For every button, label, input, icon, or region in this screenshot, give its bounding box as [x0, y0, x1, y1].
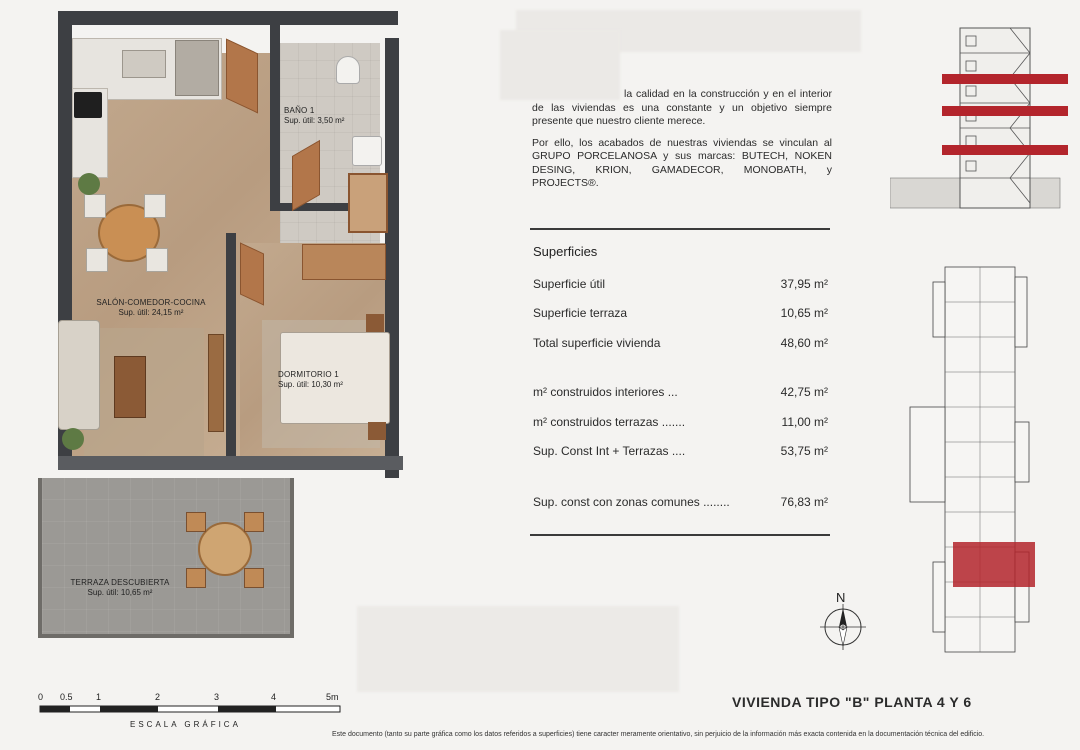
scale-title: ESCALA GRÁFICA — [130, 720, 241, 729]
surface-value: 10,65 m² — [780, 306, 828, 320]
scale-tick: 2 — [155, 692, 161, 702]
surface-label: m² construidos interiores ... — [533, 385, 678, 399]
plant-icon — [62, 428, 84, 450]
surface-value: 76,83 m² — [780, 495, 828, 509]
intro-paragraph: la calidad en la construcción y en el interior de las viviendas es una constante y un objetivo siempre presente que nuestro cliente merece. — [532, 88, 832, 127]
room-label-living — [86, 298, 216, 318]
sink-icon — [122, 50, 166, 78]
surface-label: Total superficie vivienda — [533, 336, 661, 350]
surfaces-title: Superficies — [533, 244, 598, 259]
plant-icon — [78, 173, 100, 195]
compass-north-label: N — [836, 590, 846, 605]
scale-tick: 0.5 — [60, 692, 73, 702]
graphic-scale — [38, 690, 348, 730]
disclaimer: Este documento (tanto su parte gráfica como los datos referidos a superficies) tiene caracter meramente orientativo, sin perjuicio de la información más exacta contenida en la documentación técnica del edificio. — [332, 731, 985, 738]
surface-label: m² construidos terrazas ....... — [533, 415, 686, 429]
compass-rose — [820, 604, 866, 650]
room-area: Sup. útil: 10,65 m² — [87, 588, 153, 597]
scale-tick: 4 — [271, 692, 277, 702]
surface-value: 42,75 m² — [780, 385, 828, 399]
rule-bottom — [530, 534, 830, 536]
wall-bottom — [58, 456, 403, 470]
surface-value: 11,00 m² — [781, 415, 828, 429]
floor-plan — [30, 8, 420, 658]
terrace-chair — [186, 568, 206, 588]
document-title: VIVIENDA TIPO "B" PLANTA 4 Y 6 — [732, 694, 972, 710]
scale-tick: 3 — [214, 692, 220, 702]
fridge-icon — [175, 40, 219, 96]
room-area: Sup. útil: 10,30 m² — [278, 380, 343, 389]
surface-value: 37,95 m² — [780, 277, 828, 291]
building-elevation — [890, 8, 1070, 218]
terrace-chair — [244, 512, 264, 532]
dining-chair — [146, 248, 168, 272]
toilet-icon — [336, 56, 360, 84]
surface-value: 48,60 m² — [780, 336, 828, 350]
surface-label: Superficie útil — [533, 277, 606, 291]
surface-label: Sup. Const Int + Terrazas .... — [533, 444, 686, 458]
door-bedroom — [240, 242, 264, 305]
wardrobe — [302, 244, 386, 280]
room-name: DORMITORIO 1 — [278, 370, 339, 379]
scale-tick: 0 — [38, 692, 44, 702]
room-label-terrace — [60, 578, 180, 598]
room-name: SALÓN-COMEDOR-COCINA — [96, 298, 206, 307]
nightstand — [368, 422, 386, 440]
nightstand — [366, 314, 384, 332]
rule-top — [530, 228, 830, 230]
sofa — [58, 320, 100, 430]
terrace-edge-right — [290, 478, 294, 638]
room-label-bedroom — [278, 370, 368, 390]
blurred-logo — [357, 606, 679, 692]
vanity-cabinet — [348, 173, 388, 233]
intro-text — [532, 88, 832, 199]
cooktop-icon — [74, 92, 102, 118]
dining-chair — [86, 248, 108, 272]
terrace-edge-left — [38, 478, 42, 638]
intro-paragraph: Por ello, los acabados de nuestras viviendas se vinculan al GRUPO PORCELANOSA y sus marcas: BUTECH, NOKEN DESING, KRION, GAMADECOR, MONOBATH, y PROJECTS®. — [532, 136, 832, 189]
terrace-chair — [244, 568, 264, 588]
coffee-table — [114, 356, 146, 418]
washbasin-icon — [352, 136, 382, 166]
terrace-edge-bottom — [38, 634, 294, 638]
room-name: BAÑO 1 — [284, 106, 315, 115]
wall-bath-left — [270, 11, 280, 211]
surface-label: Sup. const con zonas comunes ........ — [533, 495, 730, 509]
surface-label: Superficie terraza — [533, 306, 628, 320]
room-area: Sup. útil: 3,50 m² — [284, 116, 345, 125]
terrace-chair — [186, 512, 206, 532]
compass-icon — [820, 590, 866, 650]
dining-chair — [144, 194, 166, 218]
room-area: Sup. útil: 24,15 m² — [118, 308, 184, 317]
wall-top — [58, 11, 398, 25]
surface-value: 53,75 m² — [780, 444, 828, 458]
room-name: TERRAZA DESCUBIERTA — [70, 578, 170, 587]
tv-unit — [208, 334, 224, 432]
scale-bar — [38, 704, 343, 716]
wall-bedroom-left — [226, 233, 236, 468]
scale-tick: 1 — [96, 692, 102, 702]
terrace-floor — [42, 478, 292, 638]
room-label-bath — [284, 106, 364, 126]
scale-tick: 5m — [326, 692, 339, 702]
dining-chair — [84, 194, 106, 218]
building-site-plan — [905, 262, 1035, 662]
